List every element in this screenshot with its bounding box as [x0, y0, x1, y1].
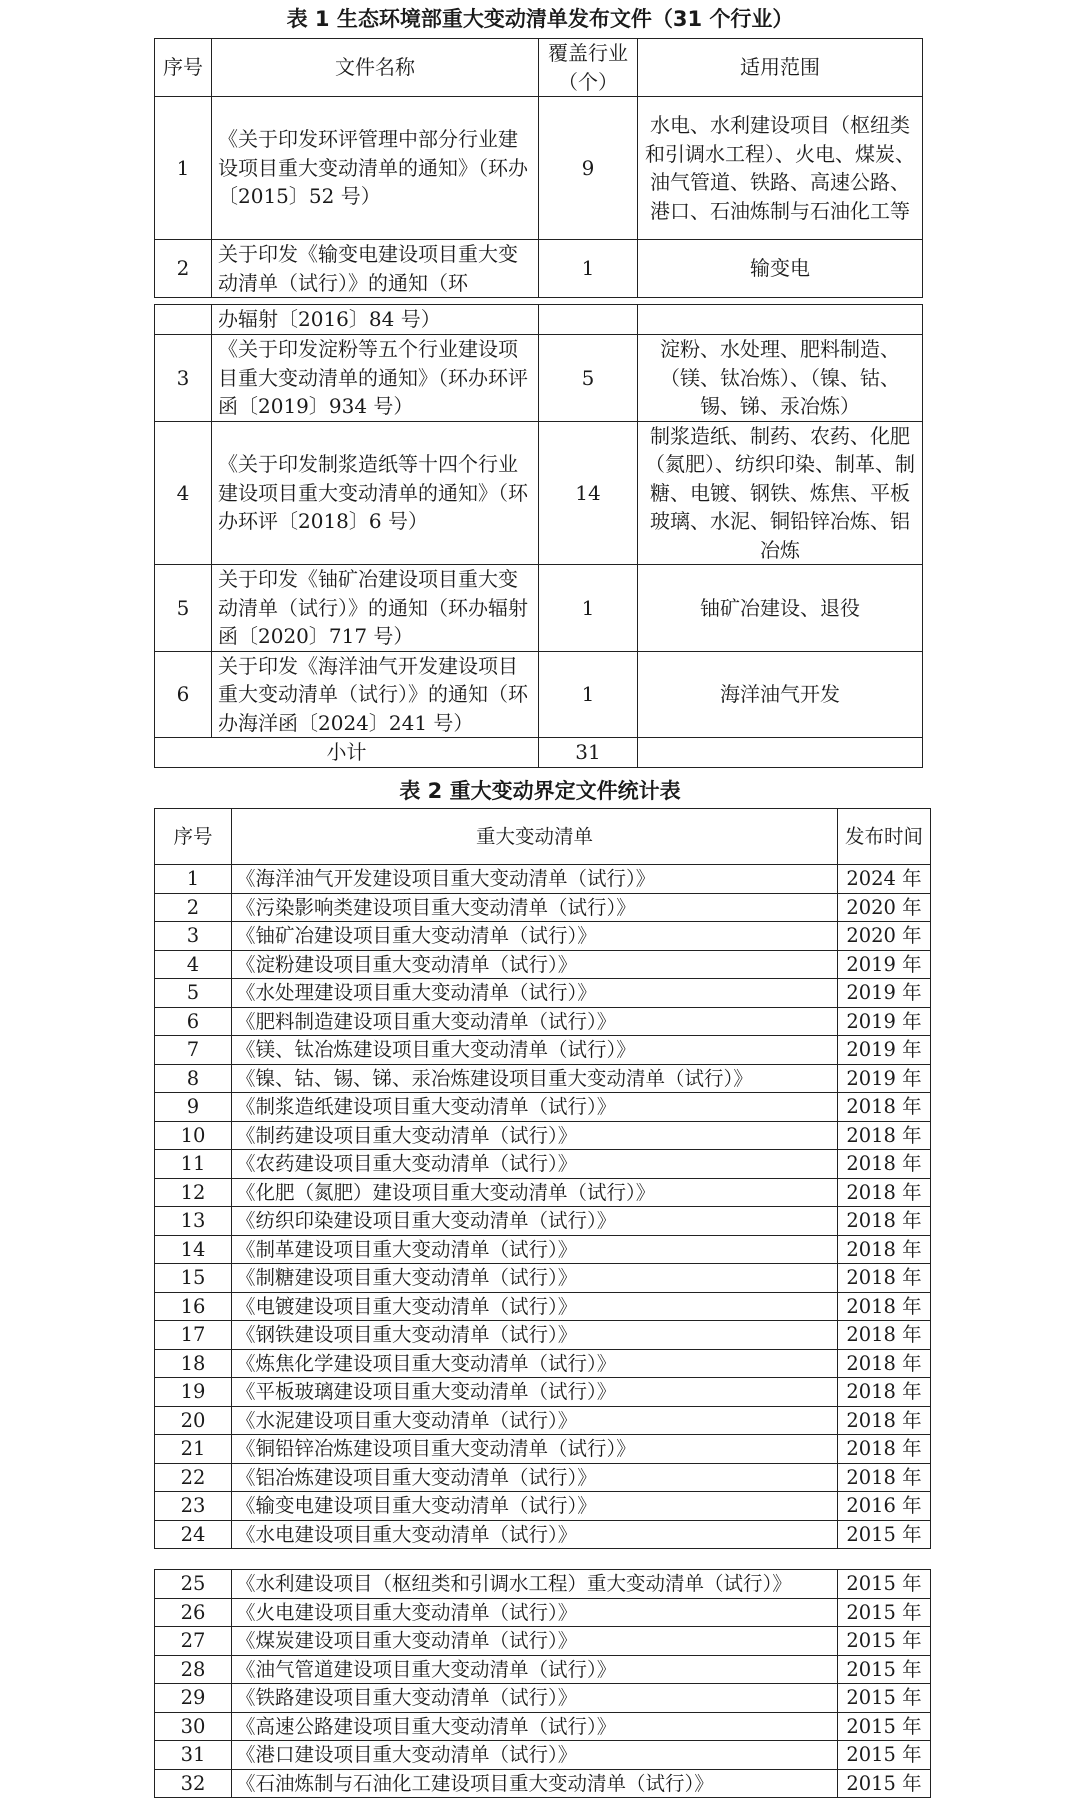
row-name: 《镁、钛冶炼建设项目重大变动清单（试行）》 — [232, 1036, 838, 1065]
table-row — [155, 1741, 931, 1770]
row-name: 《炼焦化学建设项目重大变动清单（试行）》 — [232, 1349, 838, 1378]
header-year: 发布时间 — [838, 809, 931, 865]
row-count: 1 — [539, 565, 638, 652]
table-row — [155, 1150, 931, 1179]
row-name: 《镍、钴、锡、锑、汞冶炼建设项目重大变动清单（试行）》 — [232, 1064, 838, 1093]
table-row — [155, 1036, 931, 1065]
row-year: 2020 年 — [838, 893, 931, 922]
table-row — [155, 1007, 931, 1036]
row-year: 2015 年 — [838, 1520, 931, 1549]
table-row — [155, 1264, 931, 1293]
table-row — [155, 335, 923, 422]
row-year: 2018 年 — [838, 1435, 931, 1464]
row-name: 《港口建设项目重大变动清单（试行）》 — [232, 1741, 838, 1770]
row-name: 《铜铅锌冶炼建设项目重大变动清单（试行）》 — [232, 1435, 838, 1464]
row-year: 2018 年 — [838, 1150, 931, 1179]
table1-header-row — [155, 39, 923, 97]
table-row — [155, 651, 923, 738]
row-name: 《平板玻璃建设项目重大变动清单（试行）》 — [232, 1378, 838, 1407]
table-row — [155, 1321, 931, 1350]
table-row — [155, 1064, 931, 1093]
row-no: 13 — [155, 1207, 232, 1236]
row-no: 15 — [155, 1264, 232, 1293]
row-no: 3 — [155, 335, 212, 422]
row-count: 1 — [539, 651, 638, 738]
row-year: 2018 年 — [838, 1378, 931, 1407]
row-name: 《钢铁建设项目重大变动清单（试行）》 — [232, 1321, 838, 1350]
row-name: 《制糖建设项目重大变动清单（试行）》 — [232, 1264, 838, 1293]
subtotal-value: 31 — [539, 738, 638, 768]
row-name: 关于印发《海洋油气开发建设项目重大变动清单（试行）》的通知（环办海洋函〔2024〕241 号） — [212, 651, 539, 738]
row-scope: 输变电 — [638, 240, 923, 298]
row-no: 12 — [155, 1178, 232, 1207]
row-year: 2018 年 — [838, 1321, 931, 1350]
table-row — [155, 1406, 931, 1435]
row-name: 《关于印发环评管理中部分行业建设项目重大变动清单的通知》（环办〔2015〕52 号） — [212, 97, 539, 240]
row-no: 31 — [155, 1741, 232, 1770]
table-row — [155, 97, 923, 240]
table-row — [155, 1178, 931, 1207]
table-row — [155, 1093, 931, 1122]
row-scope: 淀粉、水处理、肥料制造、（镁、钛冶炼）、（镍、钴、锡、锑、汞冶炼） — [638, 335, 923, 422]
row-no: 17 — [155, 1321, 232, 1350]
row-no: 3 — [155, 922, 232, 951]
row-no: 5 — [155, 979, 232, 1008]
row-no: 16 — [155, 1292, 232, 1321]
row-year: 2015 年 — [838, 1769, 931, 1798]
row-year: 2018 年 — [838, 1292, 931, 1321]
row-count: 5 — [539, 335, 638, 422]
row-count: 9 — [539, 97, 638, 240]
table2-caption: 表 2 重大变动界定文件统计表 — [399, 779, 681, 803]
row-no: 1 — [155, 865, 232, 894]
table-row — [155, 240, 923, 298]
row-name: 《关于印发制浆造纸等十四个行业建设项目重大变动清单的通知》（环办环评〔2018〕6 号） — [212, 421, 539, 565]
row-name: 《纺织印染建设项目重大变动清单（试行）》 — [232, 1207, 838, 1236]
table-row — [155, 922, 931, 951]
row-year: 2015 年 — [838, 1741, 931, 1770]
row-no: 21 — [155, 1435, 232, 1464]
row-no: 26 — [155, 1598, 232, 1627]
row-name-continuation: 办辐射〔2016〕84 号） — [212, 305, 539, 335]
table-row — [155, 1655, 931, 1684]
row-name: 《水利建设项目（枢纽类和引调水工程）重大变动清单（试行）》 — [232, 1570, 838, 1599]
row-year: 2019 年 — [838, 1007, 931, 1036]
table-row — [155, 1570, 931, 1599]
table2-header-row — [155, 809, 931, 865]
row-name: 《输变电建设项目重大变动清单（试行）》 — [232, 1492, 838, 1521]
table-row — [155, 305, 923, 335]
row-name: 《制药建设项目重大变动清单（试行）》 — [232, 1121, 838, 1150]
row-no: 6 — [155, 1007, 232, 1036]
header-name: 重大变动清单 — [232, 809, 838, 865]
row-name: 《铝冶炼建设项目重大变动清单（试行）》 — [232, 1463, 838, 1492]
header-name: 文件名称 — [212, 39, 539, 97]
table-row — [155, 1121, 931, 1150]
row-no: 28 — [155, 1655, 232, 1684]
table-row — [155, 1492, 931, 1521]
header-count: 覆盖行业（个） — [539, 39, 638, 97]
table2-body-part1 — [155, 865, 931, 1549]
row-no: 18 — [155, 1349, 232, 1378]
row-no: 11 — [155, 1150, 232, 1179]
row-name: 《淀粉建设项目重大变动清单（试行）》 — [232, 950, 838, 979]
row-year: 2018 年 — [838, 1235, 931, 1264]
row-scope: 制浆造纸、制药、农药、化肥（氮肥）、纺织印染、制革、制糖、电镀、钢铁、炼焦、平板玻璃、水泥、铜铅锌冶炼、铝冶炼 — [638, 421, 923, 565]
row-year: 2015 年 — [838, 1598, 931, 1627]
row-no — [155, 305, 212, 335]
row-year: 2024 年 — [838, 865, 931, 894]
row-no: 4 — [155, 950, 232, 979]
table1-part2 — [154, 304, 923, 768]
row-scope — [638, 305, 923, 335]
table1-subtotal-row — [155, 738, 923, 768]
table-row — [155, 1520, 931, 1549]
row-no: 20 — [155, 1406, 232, 1435]
row-year: 2019 年 — [838, 979, 931, 1008]
table-row — [155, 1207, 931, 1236]
row-name: 《污染影响类建设项目重大变动清单（试行）》 — [232, 893, 838, 922]
table1-caption: 表 1 生态环境部重大变动清单发布文件（31 个行业） — [286, 7, 794, 31]
row-name: 《水处理建设项目重大变动清单（试行）》 — [232, 979, 838, 1008]
row-scope: 铀矿冶建设、退役 — [638, 565, 923, 652]
row-name: 《制革建设项目重大变动清单（试行）》 — [232, 1235, 838, 1264]
row-no: 4 — [155, 421, 212, 565]
table-row — [155, 1292, 931, 1321]
row-year: 2020 年 — [838, 922, 931, 951]
row-year: 2018 年 — [838, 1121, 931, 1150]
table1-part1 — [154, 38, 923, 298]
row-name: 《铀矿冶建设项目重大变动清单（试行）》 — [232, 922, 838, 951]
subtotal-label: 小计 — [155, 738, 539, 768]
table2-part1 — [154, 808, 931, 1549]
row-no: 10 — [155, 1121, 232, 1150]
header-no: 序号 — [155, 809, 232, 865]
table-row — [155, 1378, 931, 1407]
table-row — [155, 1684, 931, 1713]
row-name: 《煤炭建设项目重大变动清单（试行）》 — [232, 1627, 838, 1656]
row-year: 2018 年 — [838, 1178, 931, 1207]
row-name: 《电镀建设项目重大变动清单（试行）》 — [232, 1292, 838, 1321]
row-year: 2015 年 — [838, 1655, 931, 1684]
row-name: 《火电建设项目重大变动清单（试行）》 — [232, 1598, 838, 1627]
row-name: 《农药建设项目重大变动清单（试行）》 — [232, 1150, 838, 1179]
row-name: 《水泥建设项目重大变动清单（试行）》 — [232, 1406, 838, 1435]
row-name: 《制浆造纸建设项目重大变动清单（试行）》 — [232, 1093, 838, 1122]
row-year: 2015 年 — [838, 1627, 931, 1656]
row-name: 《油气管道建设项目重大变动清单（试行）》 — [232, 1655, 838, 1684]
row-name: 《海洋油气开发建设项目重大变动清单（试行）》 — [232, 865, 838, 894]
row-count: 14 — [539, 421, 638, 565]
row-no: 25 — [155, 1570, 232, 1599]
row-name: 《石油炼制与石油化工建设项目重大变动清单（试行）》 — [232, 1769, 838, 1798]
row-no: 30 — [155, 1712, 232, 1741]
row-year: 2019 年 — [838, 1064, 931, 1093]
row-name: 《铁路建设项目重大变动清单（试行）》 — [232, 1684, 838, 1713]
row-year: 2018 年 — [838, 1463, 931, 1492]
table2-body-part2 — [155, 1570, 931, 1798]
row-no: 19 — [155, 1378, 232, 1407]
row-year: 2015 年 — [838, 1570, 931, 1599]
row-year: 2016 年 — [838, 1492, 931, 1521]
row-no: 2 — [155, 240, 212, 298]
row-name: 《化肥（氮肥）建设项目重大变动清单（试行）》 — [232, 1178, 838, 1207]
table-row — [155, 565, 923, 652]
row-no: 7 — [155, 1036, 232, 1065]
table-row — [155, 893, 931, 922]
row-no: 27 — [155, 1627, 232, 1656]
row-year: 2015 年 — [838, 1712, 931, 1741]
table-row — [155, 1627, 931, 1656]
table-row — [155, 1598, 931, 1627]
table-row — [155, 1769, 931, 1798]
table-row — [155, 950, 931, 979]
row-count — [539, 305, 638, 335]
row-year: 2018 年 — [838, 1406, 931, 1435]
row-name: 《关于印发淀粉等五个行业建设项目重大变动清单的通知》（环办环评函〔2019〕934 号） — [212, 335, 539, 422]
row-no: 14 — [155, 1235, 232, 1264]
row-year: 2018 年 — [838, 1264, 931, 1293]
header-scope: 适用范围 — [638, 39, 923, 97]
row-no: 2 — [155, 893, 232, 922]
row-no: 24 — [155, 1520, 232, 1549]
row-year: 2019 年 — [838, 950, 931, 979]
table-row — [155, 979, 931, 1008]
row-no: 32 — [155, 1769, 232, 1798]
subtotal-blank — [638, 738, 923, 768]
row-year: 2018 年 — [838, 1093, 931, 1122]
row-no: 23 — [155, 1492, 232, 1521]
row-year: 2019 年 — [838, 1036, 931, 1065]
row-name: 《高速公路建设项目重大变动清单（试行）》 — [232, 1712, 838, 1741]
row-no: 5 — [155, 565, 212, 652]
row-name: 关于印发《铀矿冶建设项目重大变动清单（试行）》的通知（环办辐射函〔2020〕717 号） — [212, 565, 539, 652]
row-name: 《水电建设项目重大变动清单（试行）》 — [232, 1520, 838, 1549]
row-count: 1 — [539, 240, 638, 298]
row-no: 1 — [155, 97, 212, 240]
table-row — [155, 865, 931, 894]
row-name: 关于印发《输变电建设项目重大变动清单（试行）》的通知（环 — [212, 240, 539, 298]
row-scope: 海洋油气开发 — [638, 651, 923, 738]
row-no: 6 — [155, 651, 212, 738]
table-row — [155, 1435, 931, 1464]
row-year: 2015 年 — [838, 1684, 931, 1713]
row-no: 9 — [155, 1093, 232, 1122]
row-no: 8 — [155, 1064, 232, 1093]
row-year: 2018 年 — [838, 1207, 931, 1236]
table-row — [155, 1349, 931, 1378]
table-row — [155, 1463, 931, 1492]
row-name: 《肥料制造建设项目重大变动清单（试行）》 — [232, 1007, 838, 1036]
header-no: 序号 — [155, 39, 212, 97]
table-row — [155, 421, 923, 565]
table2-part2 — [154, 1569, 931, 1798]
table-row — [155, 1712, 931, 1741]
row-year: 2018 年 — [838, 1349, 931, 1378]
row-no: 29 — [155, 1684, 232, 1713]
row-no: 22 — [155, 1463, 232, 1492]
table-row — [155, 1235, 931, 1264]
row-scope: 水电、水利建设项目（枢纽类和引调水工程）、火电、煤炭、油气管道、铁路、高速公路、港口、石油炼制与石油化工等 — [638, 97, 923, 240]
